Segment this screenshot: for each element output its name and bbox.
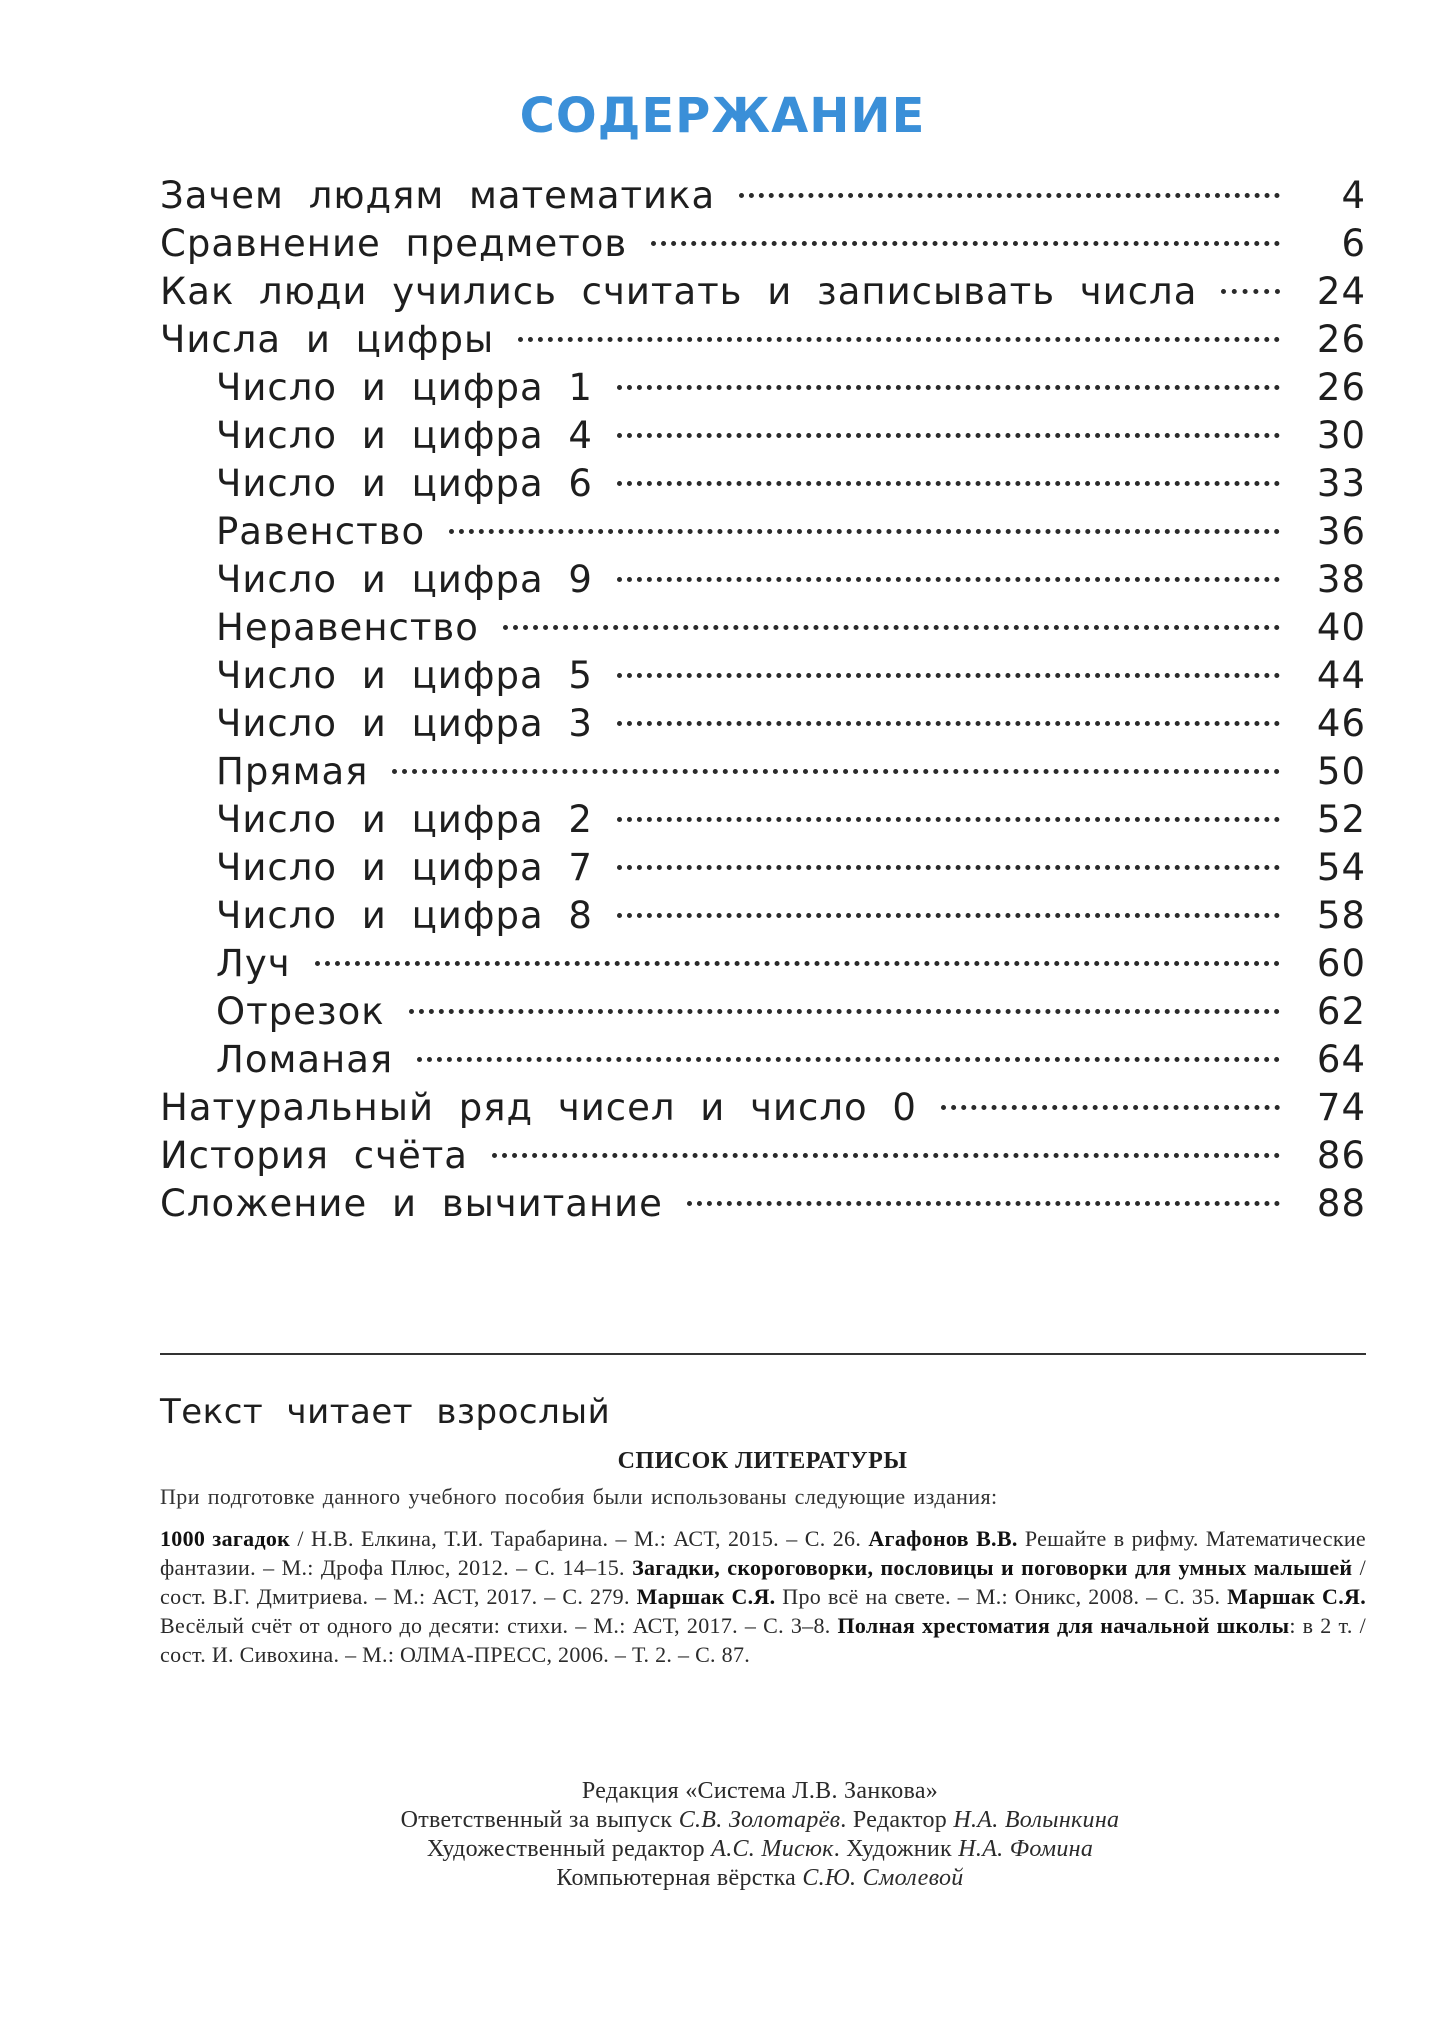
credits-label: . Художник [833,1836,959,1862]
bibliography-entry-author: 1000 загадок [160,1526,291,1551]
toc-entry[interactable] [160,892,1366,940]
toc-entry-title: Число и цифра 3 [216,702,593,745]
toc-entry-page: 33 [1316,462,1366,505]
bibliography-entry-details: : в 2 т. / сост. И. Сивохина. – М.: ОЛМА-ПРЕСС, 2006. – Т. 2. – С. 87. [160,1613,1366,1667]
toc-entry-page: 52 [1316,798,1366,841]
toc-entry[interactable] [160,1036,1366,1084]
dot-leader [617,673,1280,678]
toc-entry[interactable] [160,460,1366,508]
toc-entry[interactable] [160,316,1366,364]
bibliography-entry-author: Маршак С.Я. [636,1584,776,1609]
bibliography-entry-details: Решайте в рифму. Математические фантазии. – М.: Дрофа Плюс, 2012. – С. 14–15. [160,1526,1366,1580]
toc-entry-page: 44 [1316,654,1366,697]
toc-entry-page: 40 [1316,606,1366,649]
toc-entry[interactable] [160,796,1366,844]
toc-entry-page: 58 [1316,894,1366,937]
bibliography-entry-author: Полная хрестоматия для начальной школы [837,1613,1290,1638]
dot-leader [617,913,1280,918]
toc-entry[interactable] [160,844,1366,892]
toc-entry-page: 30 [1316,414,1366,457]
toc-entry-title: Число и цифра 1 [216,366,593,409]
toc-entry[interactable] [160,268,1366,316]
toc-entry[interactable] [160,412,1366,460]
toc-entry-page: 74 [1316,1086,1366,1129]
toc-entry-page: 60 [1316,942,1366,985]
dot-leader [617,817,1280,822]
toc-entry[interactable] [160,652,1366,700]
toc-entry[interactable] [160,172,1366,220]
bibliography-title: СПИСОК ЛИТЕРАТУРЫ [617,1448,908,1474]
toc-entry-page: 62 [1316,990,1366,1033]
credits-edition: Редакция «Система Л.В. Занкова» [581,1778,939,1804]
bibliography-intro: При подготовке данного учебного пособия были использованы следующие издания: [160,1484,998,1509]
toc-entry-page: 4 [1341,174,1366,217]
toc-entry-title: История счёта [160,1134,468,1177]
toc-entry-title: Число и цифра 4 [216,414,593,457]
toc-entry-title: Прямая [216,750,369,793]
contents-title: СОДЕРЖАНИЕ [519,88,926,144]
credits-layout [310,1864,1210,1893]
bibliography-entry-details: / сост. В.Г. Дмитриева. – М.: АСТ, 2017. – С. 279. [160,1555,1366,1609]
toc-entry-title: Отрезок [216,990,385,1033]
bibliography-entry-author: Агафонов В.В. [868,1526,1018,1551]
toc-entry-title: Число и цифра 9 [216,558,593,601]
toc-entry-title: Сложение и вычитание [160,1182,663,1225]
dot-leader [617,385,1280,390]
toc-entry-title: Число и цифра 2 [216,798,593,841]
toc-entry-title: Натуральный ряд чисел и число 0 [160,1086,917,1129]
toc-entry-page: 46 [1316,702,1366,745]
dot-leader [617,577,1280,582]
toc-entry[interactable] [160,1180,1366,1228]
dot-leader [617,433,1280,438]
toc-entry-title: Число и цифра 8 [216,894,593,937]
toc-entry[interactable] [160,700,1366,748]
credits-person: С.Ю. Смолевой [802,1865,964,1891]
dot-leader [503,625,1280,630]
toc-entry-page: 26 [1316,318,1366,361]
toc-entry-page: 38 [1316,558,1366,601]
dot-leader [315,961,1280,966]
toc-entry-title: Ломаная [216,1038,394,1081]
bibliography-entry-details: Про всё на свете. – М.: Оникс, 2008. – С. 35. [775,1584,1228,1609]
dot-leader [449,529,1280,534]
toc-entry-title: Неравенство [216,606,479,649]
toc-entry-title: Зачем людям математика [160,174,716,217]
dot-leader [617,865,1280,870]
dot-leader [417,1057,1280,1062]
toc-entry[interactable] [160,556,1366,604]
dot-leader [617,481,1280,486]
toc-entry-title: Равенство [216,510,426,553]
credits-label: . Редактор [840,1807,954,1833]
bibliography-entry-details: Весёлый счёт от одного до десяти: стихи. – М.: АСТ, 2017. – С. 3–8. [160,1613,838,1638]
toc-entry-title: Луч [216,942,291,985]
credits-art [310,1835,1210,1864]
toc-entry[interactable] [160,604,1366,652]
credits-label: Художественный редактор [426,1836,712,1862]
toc-entry-page: 24 [1316,270,1366,313]
toc-entry-title: Число и цифра 6 [216,462,593,505]
toc-entry-page: 64 [1316,1038,1366,1081]
bibliography-list [160,1524,1366,1669]
dot-leader [492,1153,1280,1158]
credits-person: С.В. Золотарёв [678,1807,841,1833]
toc-entry-title: Число и цифра 5 [216,654,593,697]
toc-entry-page: 36 [1316,510,1366,553]
toc-entry-title: Числа и цифры [160,318,495,361]
dot-leader [392,769,1280,774]
toc-entry-page: 86 [1316,1134,1366,1177]
toc-entry[interactable] [160,748,1366,796]
credits-label: Компьютерная вёрстка [556,1865,803,1891]
toc-entry-title: Как люди учились считать и записывать числа [160,270,1198,313]
toc-entry-title: Число и цифра 7 [216,846,593,889]
reader-note: Текст читает взрослый [160,1392,611,1432]
toc-entry[interactable] [160,1132,1366,1180]
toc-entry[interactable] [160,1084,1366,1132]
toc-entry[interactable] [160,988,1366,1036]
toc-entry-page: 26 [1316,366,1366,409]
dot-leader [518,337,1280,342]
toc-entry-title: Сравнение предметов [160,222,628,265]
dot-leader [739,193,1280,198]
credits-responsible-editor [310,1806,1210,1835]
toc-entry-page: 88 [1316,1182,1366,1225]
toc-entry[interactable] [160,940,1366,988]
dot-leader [409,1009,1280,1014]
section-divider [160,1353,1366,1355]
bibliography-entry-author: Загадки, скороговорки, пословицы и поговорки для умных малышей [632,1555,1353,1580]
toc-entry[interactable] [160,364,1366,412]
toc-entry[interactable] [160,508,1366,556]
imprint-credits [310,1777,1210,1893]
table-of-contents [160,172,1366,1228]
credits-person: А.С. Мисюк [711,1836,834,1862]
credits-label: Ответственный за выпуск [400,1807,679,1833]
toc-entry-page: 54 [1316,846,1366,889]
toc-entry-page: 6 [1341,222,1366,265]
toc-entry-page: 50 [1316,750,1366,793]
dot-leader [687,1201,1280,1206]
dot-leader [941,1105,1280,1110]
bibliography-entry-details: / Н.В. Елкина, Т.И. Тарабарина. – М.: АСТ, 2015. – С. 26. [290,1526,869,1551]
bibliography-entry-author: Маршак С.Я. [1227,1584,1367,1609]
toc-entry[interactable] [160,220,1366,268]
dot-leader [617,721,1280,726]
credits-person: Н.А. Волынкина [953,1807,1120,1833]
dot-leader [1221,289,1280,294]
dot-leader [651,241,1280,246]
credits-person: Н.А. Фомина [958,1836,1094,1862]
